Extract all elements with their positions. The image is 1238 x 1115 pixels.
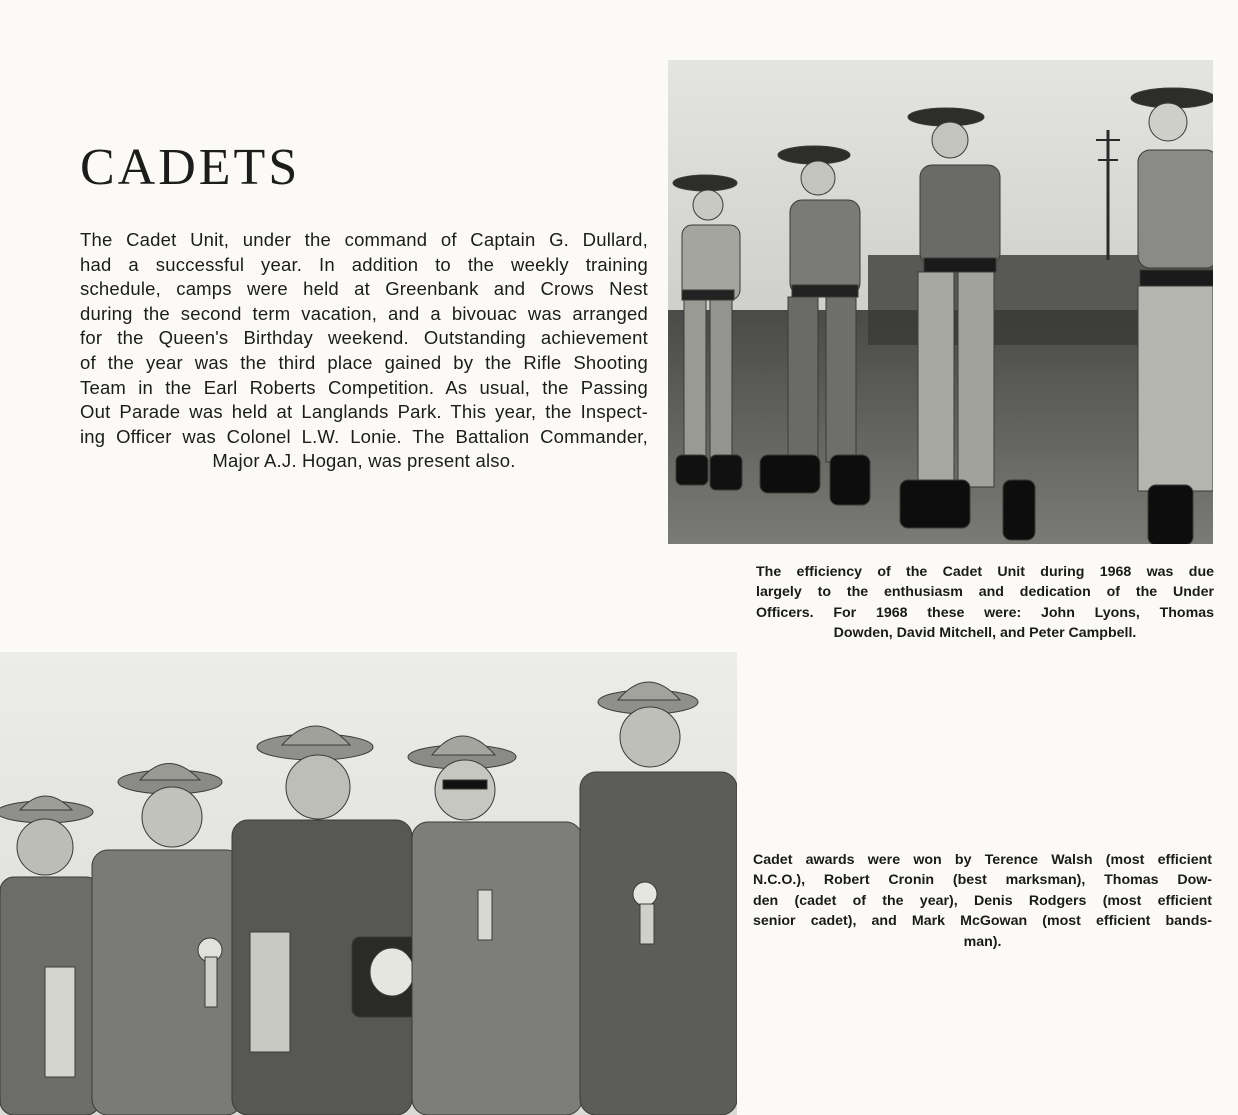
page-title: CADETS [80,139,301,196]
intro-line: Out Parade was held at Langlands Park. This year, the Inspect- [80,401,648,423]
under-officers-caption [756,562,1214,644]
award-winners-caption [753,850,1212,952]
intro-line: during the second term vacation, and a bivouac was arranged [80,302,648,324]
caption-line: The efficiency of the Cadet Unit during 1968 was due [756,564,1214,580]
intro-line: ing Officer was Colonel L.W. Lonie. The Battalion Commander, [80,425,648,447]
under-officers-photo-image [668,60,1213,544]
intro-paragraph [80,228,648,474]
under-officers-photo [668,60,1213,544]
intro-line: The Cadet Unit, under the command of Captain G. Dullard, [80,229,648,250]
intro-line: for the Queen's Birthday weekend. Outstanding achievement [80,327,648,349]
caption-line: Officers. For 1968 these were: John Lyons, Thomas [756,604,1214,621]
caption-line: senior cadet), and Mark McGowan (most efficient bands- [753,913,1212,930]
intro-line: schedule, camps were held at Greenbank and Crows Nest [80,278,648,300]
award-winners-photo-image [0,652,737,1115]
caption-line: den (cadet of the year), Denis Rodgers (most efficient [753,892,1212,909]
intro-line: Major A.J. Hogan, was present also. [212,450,516,472]
caption-line: N.C.O.), Robert Cronin (best marksman), Thomas Dow- [753,872,1212,889]
award-winners-photo [0,652,737,1115]
intro-line: Team in the Earl Roberts Competition. As usual, the Passing [80,376,648,398]
caption-line: largely to the enthusiasm and dedication of the Under [756,584,1214,601]
intro-line: had a successful year. In addition to the weekly training [80,253,648,275]
caption-line: man). [963,933,1002,950]
intro-line: of the year was the third place gained by the Rifle Shooting [80,351,648,373]
caption-line: Dowden, David Mitchell, and Peter Campbell. [833,625,1137,642]
caption-line: Cadet awards were won by Terence Walsh (most efficient [753,852,1212,868]
